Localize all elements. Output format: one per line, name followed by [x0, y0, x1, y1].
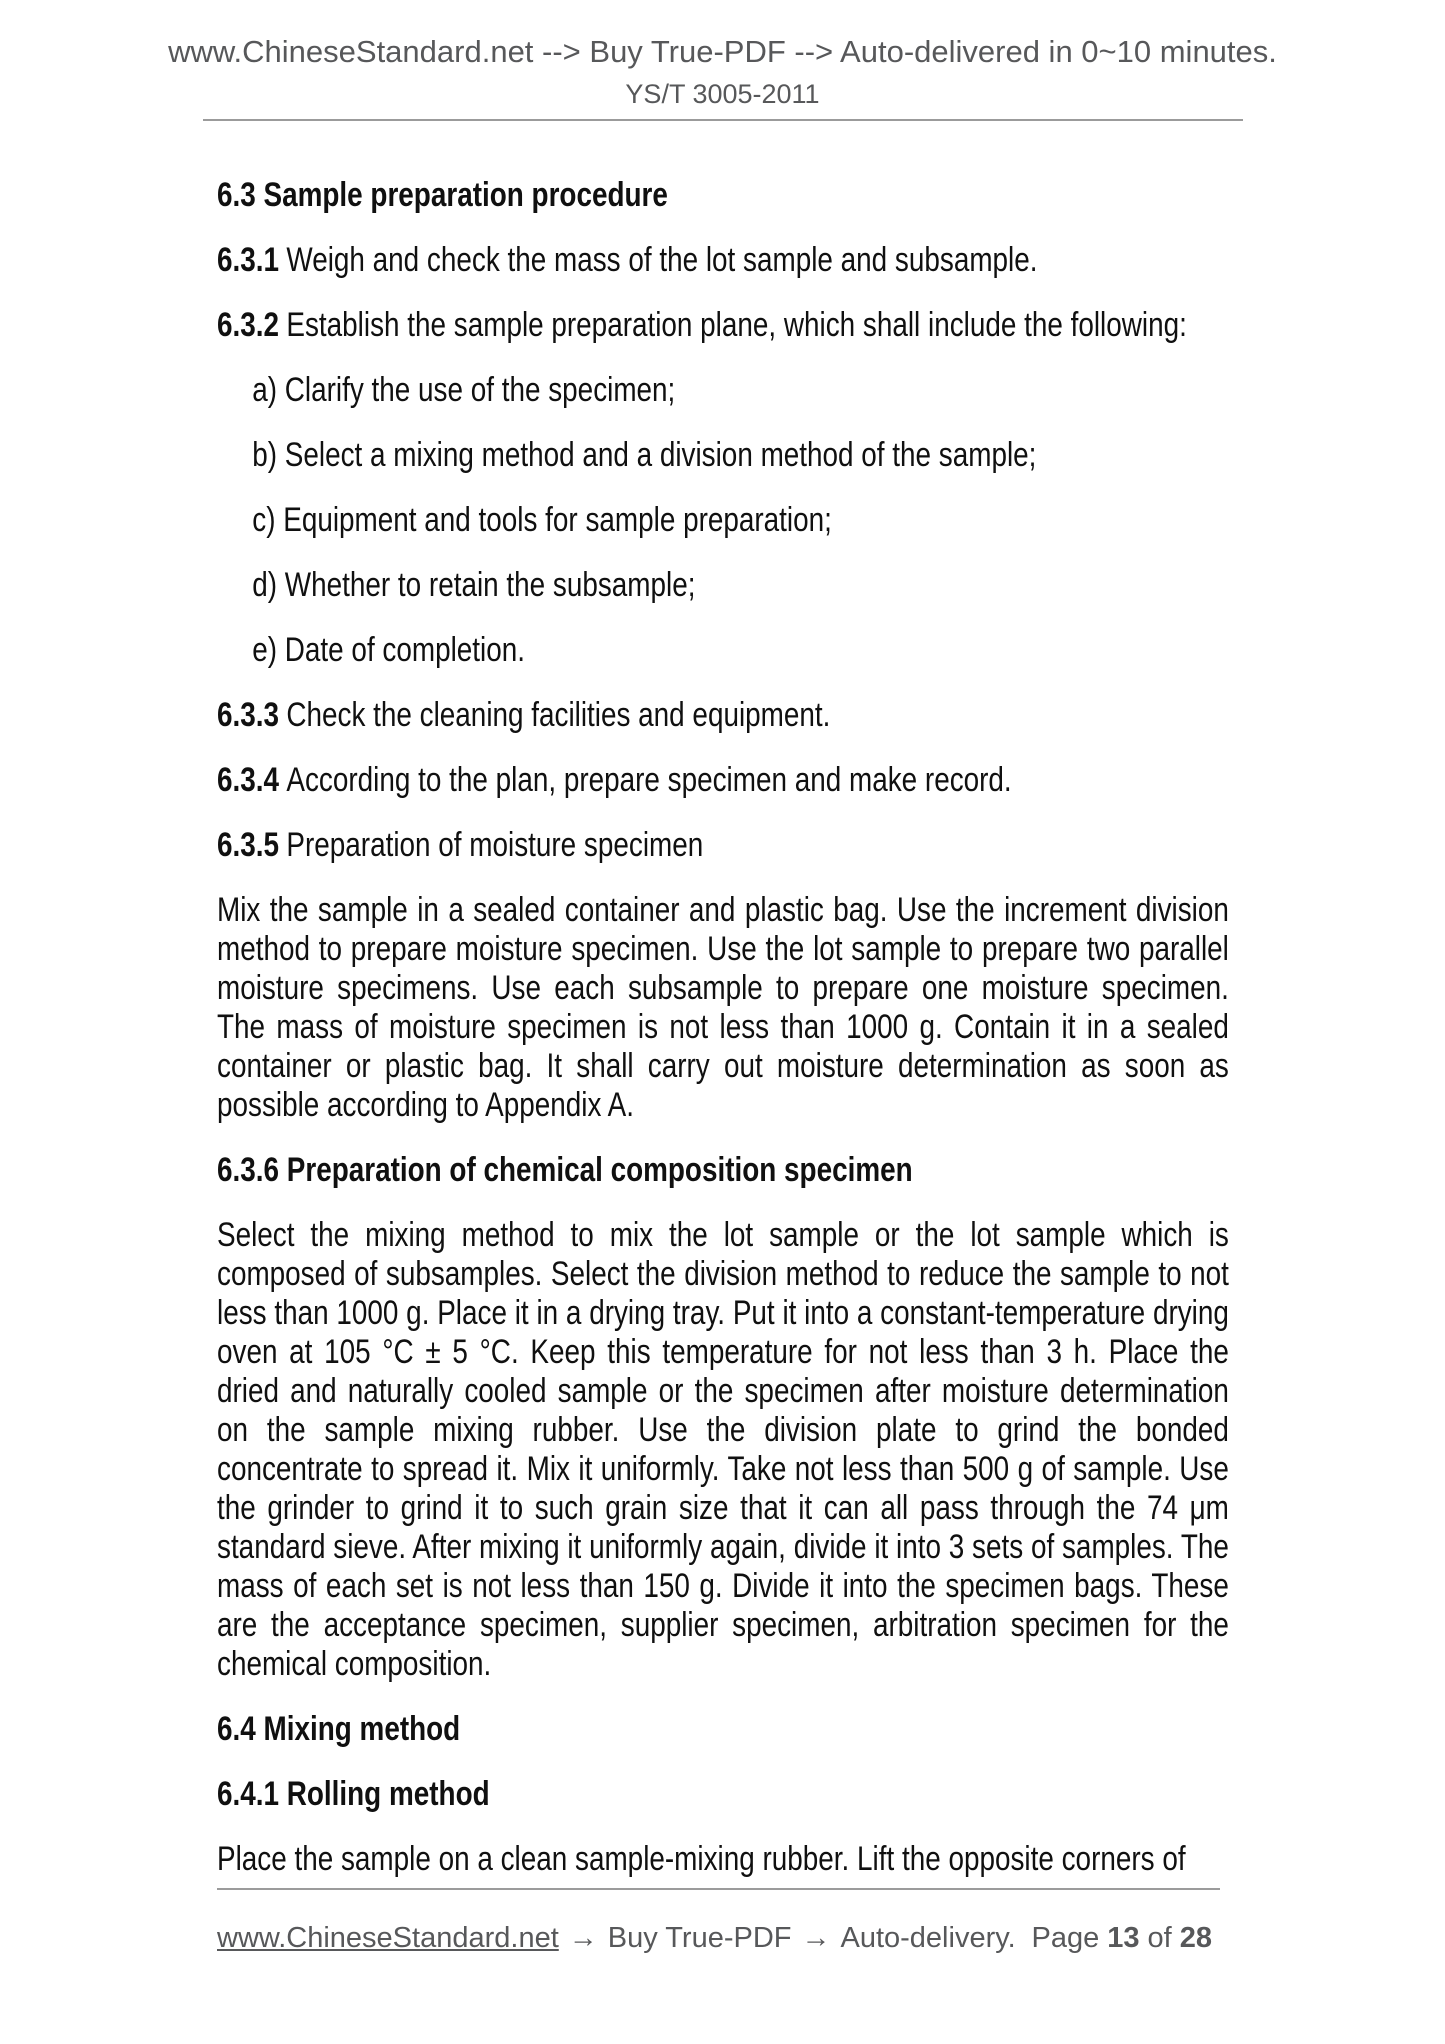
standard-number: YS/T 3005-2011: [625, 79, 820, 109]
page-total: 28: [1179, 1922, 1212, 1954]
clause-text: Establish the sample preparation plane, which shall include the following:: [286, 306, 1187, 344]
clause-text: Weigh and check the mass of the lot sample and subsample.: [286, 241, 1038, 279]
list-item: c) Equipment and tools for sample preparation;: [252, 501, 832, 539]
list-item: e) Date of completion.: [252, 631, 526, 669]
footer-step-delivery: Auto-delivery.: [840, 1922, 1016, 1954]
section-heading: 6.3 Sample preparation procedure: [217, 176, 668, 214]
section-heading: 6.3.6 Preparation of chemical composition specimen: [217, 1151, 913, 1189]
header-banner: www.ChineseStandard.net --> Buy True-PDF --> Auto-delivered in 0~10 minutes.: [168, 34, 1277, 69]
document-blocks: [217, 176, 1229, 1905]
page-label: Page: [1031, 1922, 1100, 1954]
arrow-right-icon: →: [801, 1922, 831, 1954]
numbered-clause: [217, 696, 1229, 735]
paragraph: Place the sample on a clean sample-mixing rubber. Lift the opposite corners of: [217, 1840, 1186, 1878]
paragraph: Select the mixing method to mix the lot sample or the lot sample which is composed of subsamples. Select the division method to reduce the sample to not less than 1000 g. Place it in a drying tray. Put it into a constant-temperature drying oven at 105 °C ± 5 °C. Keep this temperature for not less than 3 h. Place the dried and naturally cooled sample or the specimen after moisture determination on the sample mixing rubber. Use the division plate to grind the bonded concentrate to spread it. Mix it uniformly. Take not less than 500 g of sample. Use the grinder to grind it to such grain size that it can all pass through the 74 μm standard sieve. After mixing it uniformly again, divide it into 3 sets of samples. The mass of each set is not less than 150 g. Divide it into the specimen bags. These are the acceptance specimen, supplier specimen, arbitration specimen for the chemical composition.: [217, 1216, 1229, 1683]
list-item: a) Clarify the use of the specimen;: [252, 371, 676, 409]
page-of-label: of: [1147, 1922, 1172, 1954]
list-item: b) Select a mixing method and a division method of the sample;: [252, 436, 1037, 474]
numbered-clause: [217, 826, 1229, 865]
list-item: d) Whether to retain the subsample;: [252, 566, 696, 604]
clause-number: 6.3.1: [217, 241, 280, 279]
clause-number: 6.3.2: [217, 306, 280, 344]
clause-number: 6.3.4: [217, 761, 280, 799]
footer-left: [217, 1921, 1016, 1955]
clause-number: 6.3.3: [217, 696, 280, 734]
arrow-right-icon: →: [568, 1922, 598, 1954]
clause-text: Check the cleaning facilities and equipment.: [286, 696, 831, 734]
section-heading: 6.4 Mixing method: [217, 1710, 461, 1748]
numbered-clause: [217, 306, 1229, 345]
page-current: 13: [1107, 1922, 1140, 1954]
paragraph: Mix the sample in a sealed container and plastic bag. Use the increment division method to prepare moisture specimen. Use the lot sample to prepare two parallel moisture specimens. Use each subsample to prepare one moisture specimen. The mass of moisture specimen is not less than 1000 g. Contain it in a sealed container or plastic bag. It shall carry out moisture determination as soon as possible according to Appendix A.: [217, 891, 1229, 1124]
page-indicator: [1032, 1921, 1220, 1955]
section-heading: 6.4.1 Rolling method: [217, 1775, 490, 1813]
footer-step-buy: Buy True-PDF: [607, 1922, 792, 1954]
clause-text: Preparation of moisture specimen: [286, 826, 704, 864]
clause-text: According to the plan, prepare specimen and make record.: [286, 761, 1012, 799]
header-divider: [203, 119, 1243, 121]
numbered-clause: [217, 761, 1229, 800]
footer-divider: [217, 1888, 1220, 1890]
footer-site-link[interactable]: www.ChineseStandard.net: [217, 1922, 559, 1954]
clause-number: 6.3.5: [217, 826, 280, 864]
footer: [217, 1921, 1220, 1955]
numbered-clause: [217, 241, 1229, 280]
